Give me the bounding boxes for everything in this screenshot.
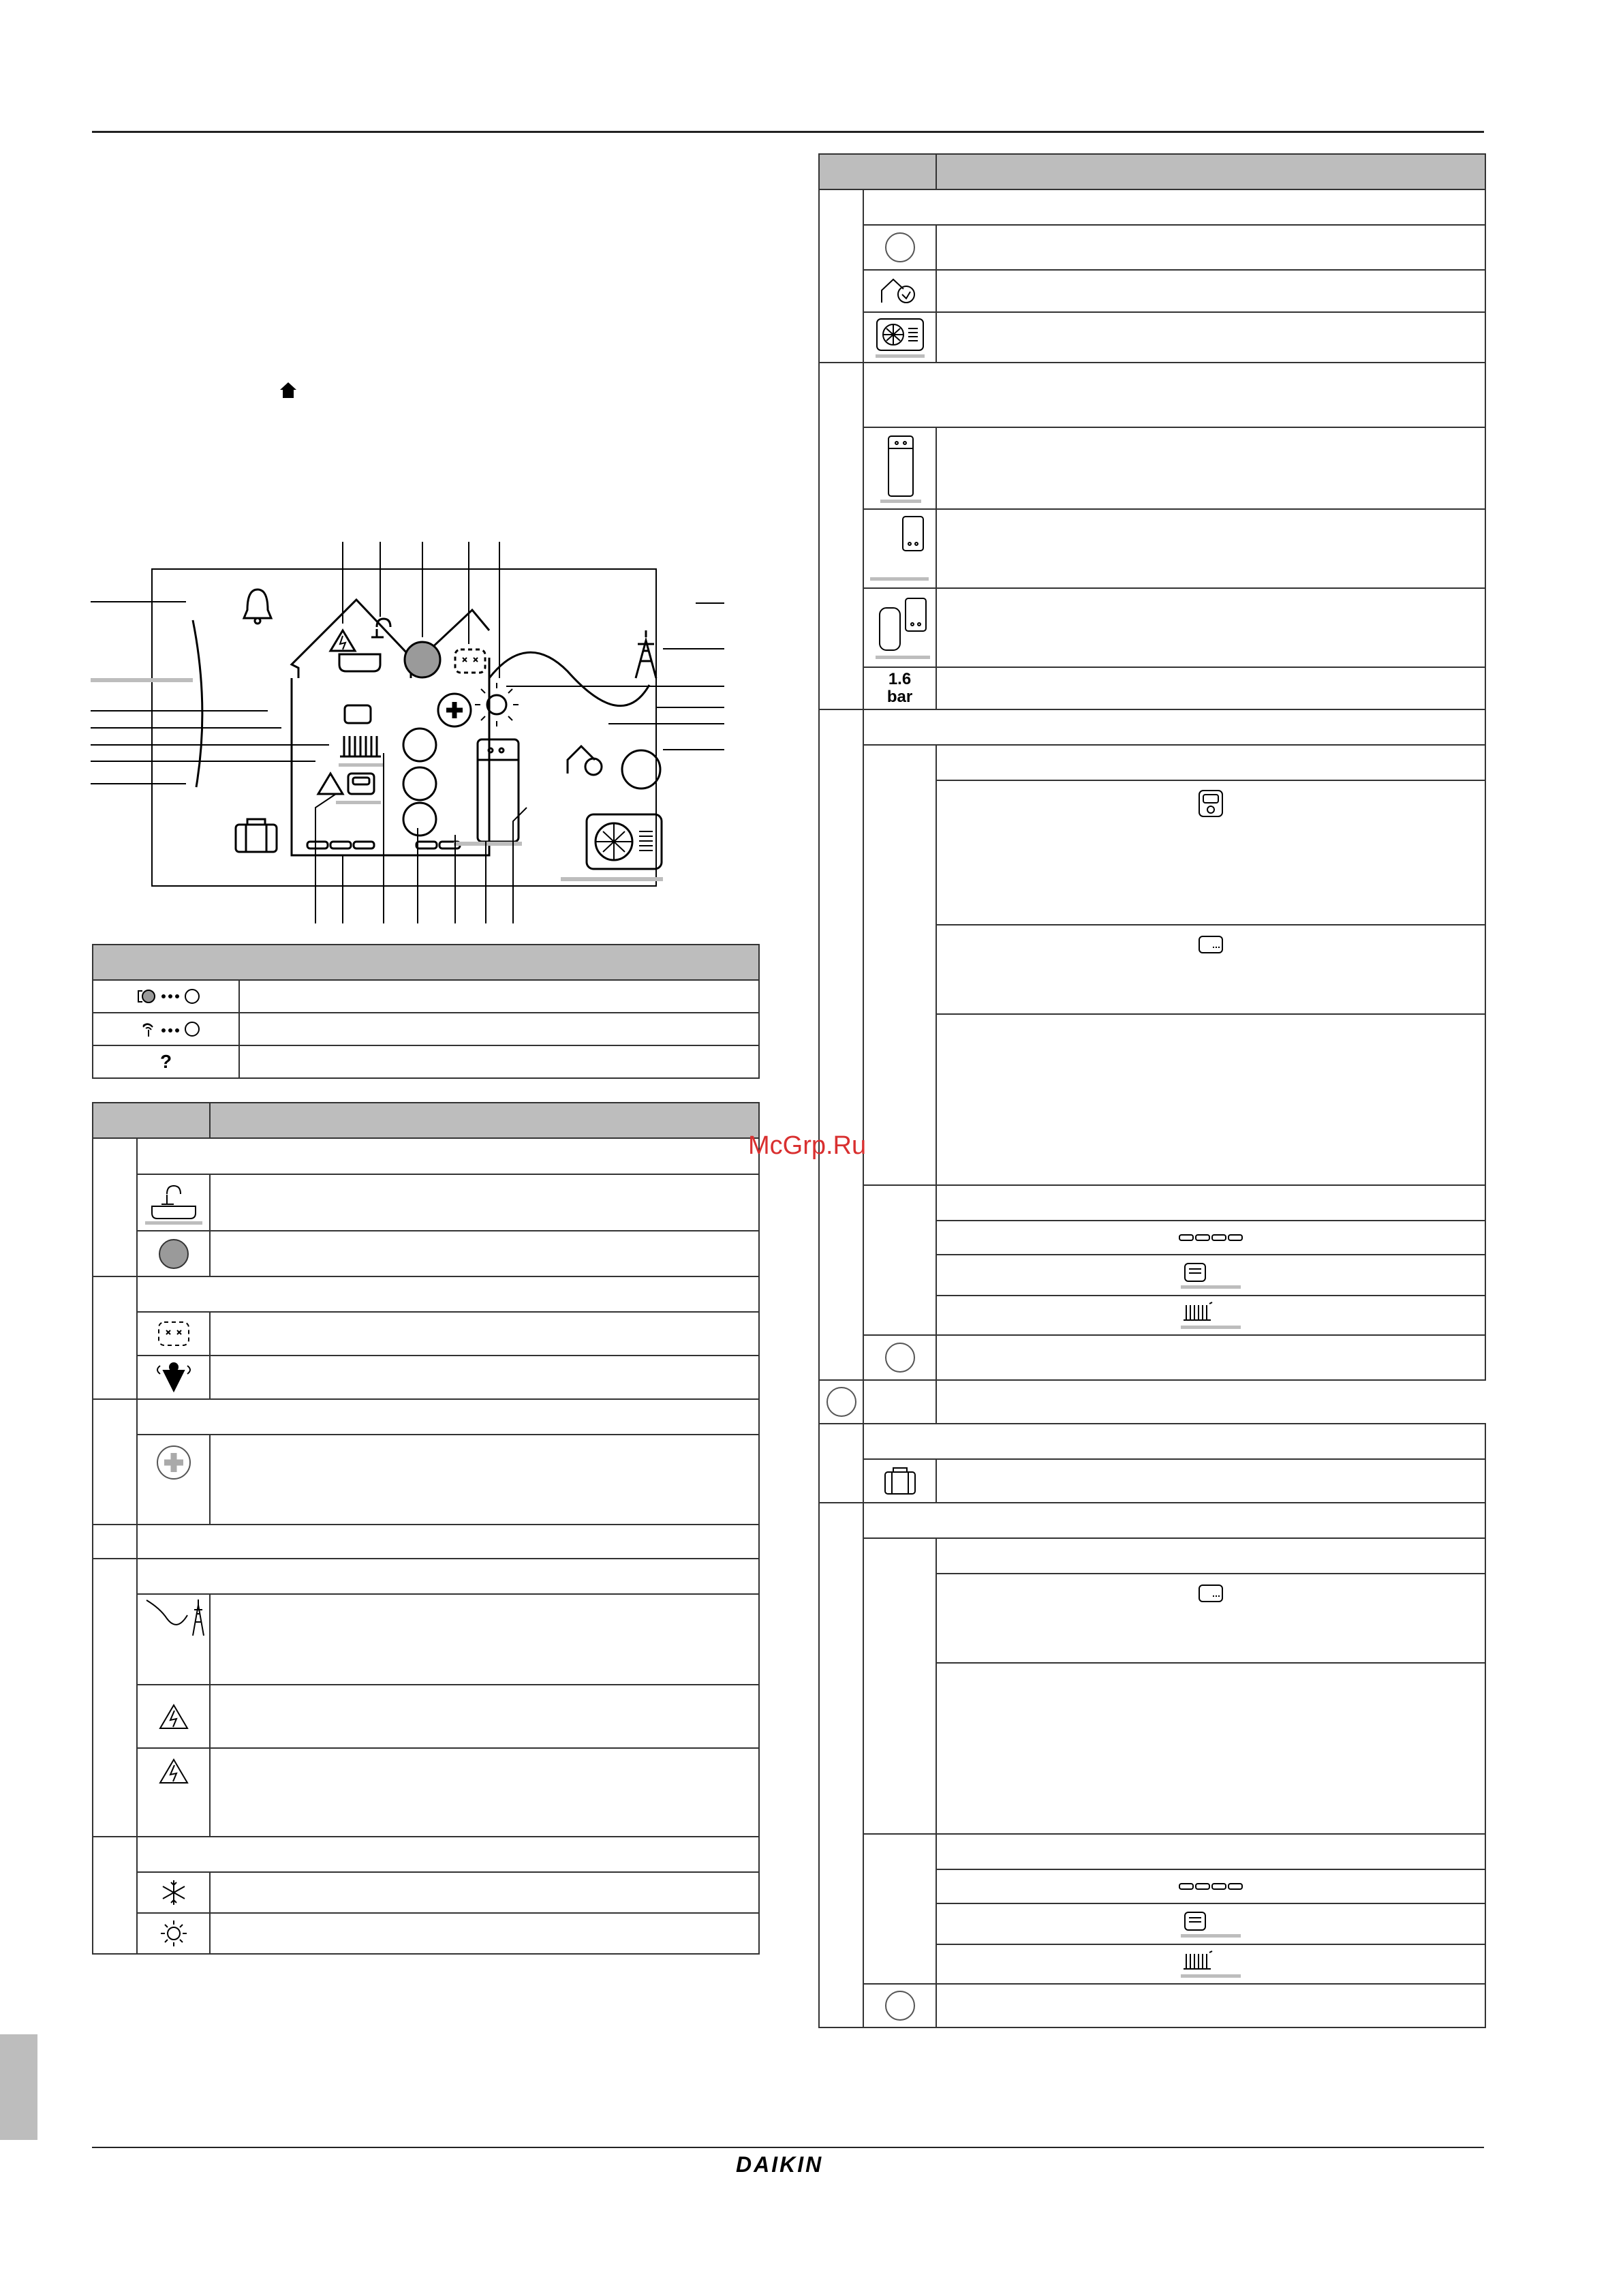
- pylon-icon: [636, 630, 656, 678]
- fan-coil-icon: [1177, 1258, 1245, 1292]
- radiator-icon: [1177, 1947, 1245, 1981]
- grey-circle-icon: [157, 1237, 191, 1271]
- touch-icon: [125, 1019, 207, 1039]
- indoor-unit-icon: [866, 512, 934, 585]
- circle-icon: [883, 1341, 917, 1375]
- tank-indoor-unit-icon: [866, 592, 934, 664]
- top-rule: [92, 131, 1484, 133]
- grey-circle-icon: [405, 642, 440, 677]
- side-tab: [0, 2034, 37, 2140]
- legend-table-top: [92, 944, 760, 1079]
- status-table-left: [92, 1102, 760, 1955]
- circle-icon: [883, 230, 917, 264]
- underfloor-icon: [1177, 1880, 1245, 1893]
- bath-icon: [339, 654, 380, 671]
- suitcase-icon: [880, 1464, 921, 1498]
- pressure-value: 1.6: [888, 670, 912, 688]
- pressure-label: [864, 671, 936, 706]
- watermark: McGrp.Ru: [748, 1131, 867, 1160]
- circle-icon: [883, 1989, 917, 2023]
- thermostat-icon: [318, 774, 374, 794]
- home-icon: [278, 380, 298, 401]
- radiator-icon: [1177, 1298, 1245, 1332]
- bottom-rule: [92, 2147, 1484, 2148]
- underfloor-icon: [1177, 1231, 1245, 1244]
- help-icon: ?: [159, 1051, 172, 1072]
- brand-logo: DAIKIN: [736, 2152, 824, 2177]
- pressure-unit: bar: [886, 688, 913, 706]
- thermostat-icon: [1194, 786, 1228, 821]
- tap-icon: [371, 619, 390, 637]
- broken-face-icon: [153, 1318, 194, 1349]
- quiet-mode-icon: [150, 1360, 198, 1394]
- status-table-right: [818, 153, 1486, 2028]
- circle-icon: [824, 1385, 859, 1419]
- tank-icon: [876, 432, 924, 504]
- bath-icon: [140, 1180, 208, 1225]
- fan-coil-icon: [1177, 1907, 1245, 1941]
- sun-icon: [475, 683, 519, 726]
- pylon-icon: [140, 1595, 208, 1640]
- broken-face-icon: [455, 649, 485, 673]
- controller-icon: [1194, 1580, 1228, 1607]
- bell-icon: [244, 590, 271, 624]
- radiator-icon: [340, 736, 381, 756]
- warning-triangle-icon: [330, 630, 355, 651]
- button-press-icon: [125, 986, 207, 1007]
- snowflake-icon: [157, 1877, 191, 1908]
- controller-icon: [345, 705, 371, 723]
- warning-triangle-icon: [157, 1700, 191, 1734]
- warning-triangle-icon: [157, 1754, 191, 1788]
- outdoor-unit-icon: [587, 814, 662, 869]
- backup-heater-icon: [438, 694, 471, 726]
- backup-heater-icon: [155, 1443, 193, 1482]
- controller-icon: [1194, 931, 1228, 958]
- home-screen-diagram: [91, 542, 724, 923]
- sun-icon: [157, 1918, 191, 1949]
- house-sensor-icon: [876, 274, 924, 308]
- house-sensor-icon: [568, 746, 602, 775]
- suitcase-icon: [236, 819, 277, 852]
- outdoor-unit-icon: [873, 315, 927, 360]
